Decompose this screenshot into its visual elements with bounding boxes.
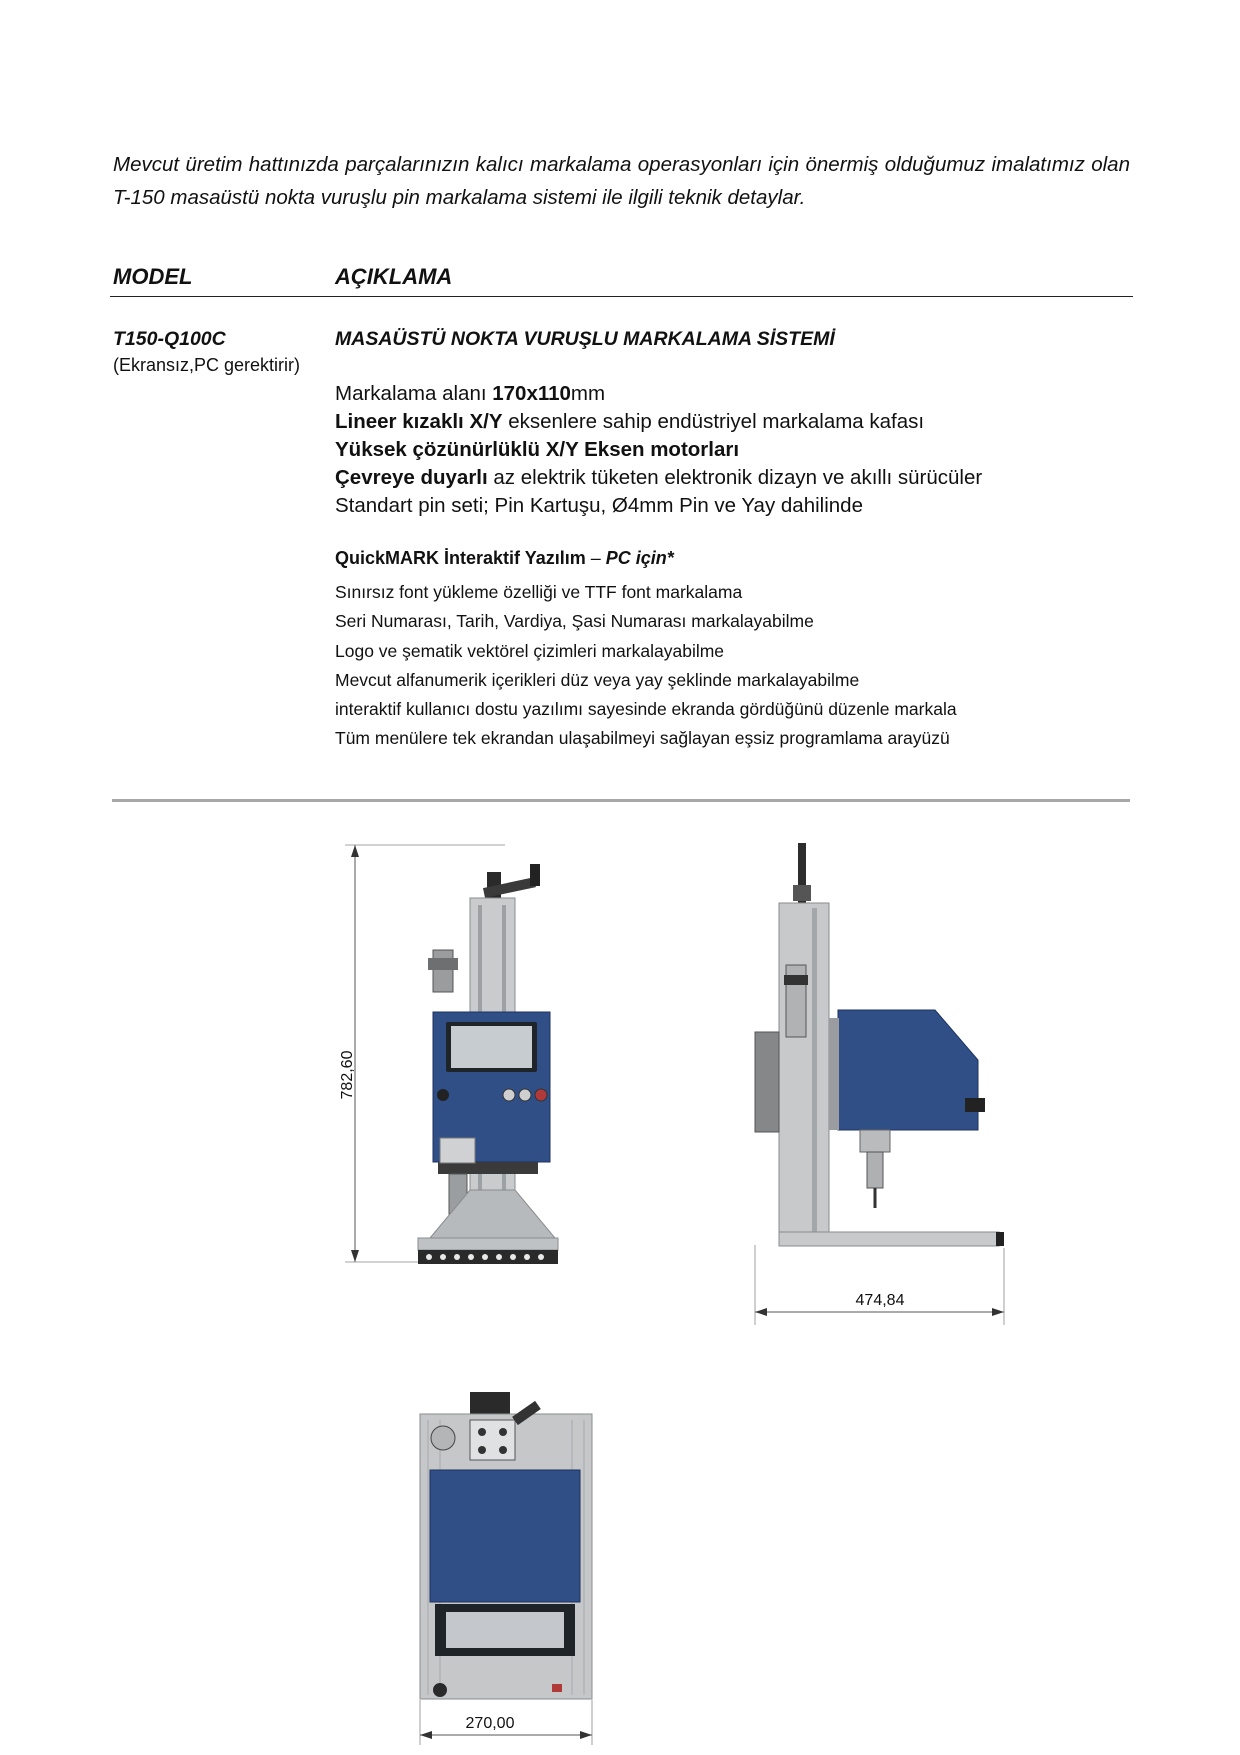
model-code: T150-Q100C [113, 328, 226, 350]
feature-item: Yüksek çözünürlüklü X/Y Eksen motorları [335, 438, 740, 461]
software-item: Seri Numarası, Tarih, Vardiya, Şasi Numarası markalayabilme [335, 611, 814, 632]
software-item: interaktif kullanıcı dostu yazılımı sayesinde ekranda gördüğünü düzenle markala [335, 699, 957, 720]
feature-item: Çevreye duyarlı az elektrik tüketen elektronik dizayn ve akıllı sürücüler [335, 466, 983, 489]
intro-paragraph: Mevcut üretim hattınızda parçalarınızın kalıcı markalama operasyonları için önermiş olduğumuz imalatımız olan T-150 masaüstü nokta vuruşlu pin markalama sistemi ile ilgili teknik detaylar. [113, 153, 1130, 209]
column-header-description: AÇIKLAMA [335, 264, 453, 289]
software-item: Logo ve şematik vektörel çizimleri markalayabilme [335, 640, 725, 661]
software-item: Sınırsız font yükleme özelliği ve TTF font markalama [335, 582, 743, 602]
model-note: (Ekransız,PC gerektirir) [113, 355, 301, 375]
feature-item: Lineer kızaklı X/Y eksenlere sahip endüstriyel markalama kafası [335, 410, 925, 433]
dimension-width-label: 270,00 [465, 1715, 515, 1732]
front-view-drawing [339, 845, 558, 1264]
feature-item: Standart pin seti; Pin Kartuşu, Ø4mm Pin ve Yay dahilinde [335, 494, 863, 517]
feature-item: Markalama alanı 170x110mm [335, 382, 606, 405]
software-item: Mevcut alfanumerik içerikleri düz veya yay şeklinde markalayabilme [335, 669, 860, 690]
product-title: MASAÜSTÜ NOKTA VURUŞLU MARKALAMA SİSTEMİ [335, 328, 835, 350]
software-item: Tüm menülere tek ekrandan ulaşabilmeyi sağlayan eşsiz programlama arayüzü [335, 728, 950, 749]
column-header-model: MODEL [113, 264, 193, 289]
dimension-depth-label: 474,84 [855, 1292, 905, 1309]
software-title: QuickMARK İnteraktif Yazılım – PC için* [335, 548, 674, 568]
side-view-drawing [755, 843, 1004, 1325]
dimension-height-label: 782,60 [339, 1050, 356, 1100]
top-view-drawing [420, 1392, 592, 1745]
